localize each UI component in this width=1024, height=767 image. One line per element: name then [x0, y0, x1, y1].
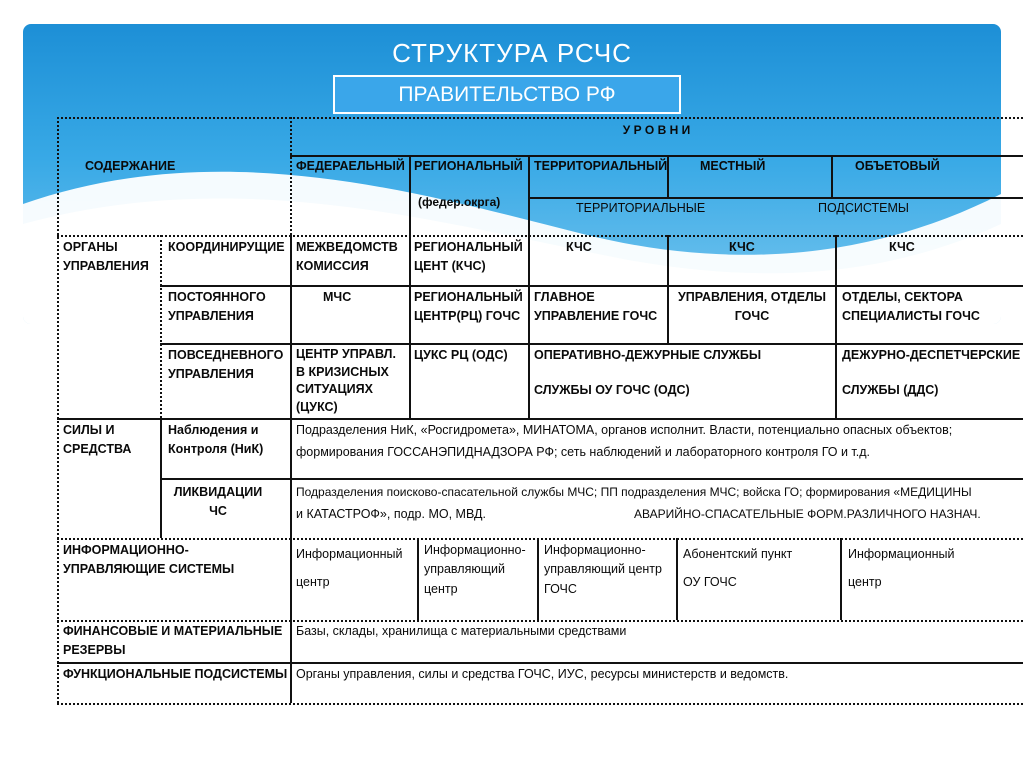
coord-local: КЧС: [729, 240, 755, 254]
info-c5: Информационный центр: [848, 547, 955, 589]
daily-regional: ЦУКС РЦ (ОДС): [414, 348, 508, 362]
info-c2: Информационно-управляющий центр: [424, 543, 526, 596]
finance-label: ФИНАНСОВЫЕ И МАТЕРИАЛЬНЫЕ РЕЗЕРВЫ: [63, 624, 283, 658]
perm-federal: МЧС: [323, 290, 352, 304]
daily-territorial-a: ОПЕРАТИВНО-ДЕЖУРНЫЕ СЛУЖБЫ: [534, 348, 762, 362]
daily-object-b: СЛУЖБЫ (ДДС): [842, 383, 939, 397]
daily-object-a: ДЕЖУРНО-ДЕСПЕТЧЕРСКИЕ: [842, 348, 1021, 362]
level-regional-note: (федер.окрга): [418, 195, 501, 209]
coord-object: КЧС: [889, 240, 915, 254]
info-c1: Информационный центр: [296, 547, 403, 589]
perm-object: ОТДЕЛЫ, СЕКТОРА СПЕЦИАЛИСТЫ ГОЧС: [842, 290, 980, 324]
daily-label: ПОВСЕДНЕВНОГО УПРАВЛЕНИЯ: [168, 348, 284, 382]
finance-text: Базы, склады, хранилища с материальными средствами: [296, 624, 627, 638]
level-object: ОБЪЕТОВЫЙ: [855, 159, 940, 173]
level-federal: ФЕДЕРАЕЛЬНЫЙ: [296, 159, 405, 173]
perm-label: ПОСТОЯННОГО УПРАВЛЕНИЯ: [168, 290, 266, 324]
coord-territorial: КЧС: [566, 240, 592, 254]
content-label: СОДЕРЖАНИЕ: [85, 159, 176, 173]
perm-regional: РЕГИОНАЛЬНЫЙ ЦЕНТР(РЦ) ГОЧС: [414, 290, 523, 324]
perm-territorial: ГЛАВНОЕ УПРАВЛЕНИЕ ГОЧС: [534, 290, 658, 324]
liq-text-2: и КАТАСТРОФ», подр. МО, МВД.: [296, 507, 486, 521]
daily-federal: ЦЕНТР УПРАВЛ. В КРИЗИСНЫХ СИТУАЦИЯХ (ЦУКС): [296, 347, 396, 414]
liq-text-3: АВАРИЙНО-СПАСАТЕЛЬНЫЕ ФОРМ.РАЗЛИЧНОГО НАЗНАЧ.: [634, 507, 981, 521]
obs-text-1: Подразделения НиК, «Росгидромета», МИНАТОМА, органов исполнит. Власти, потенциально опасных объектов;: [296, 423, 953, 437]
level-regional: РЕГИОНАЛЬНЫЙ: [414, 159, 523, 173]
liq-text-1: Подразделения поисково-спасательной службы МЧС; ПП подразделения МЧС; войска ГО; формирования «МЕДИЦИНЫ: [296, 485, 972, 499]
subsystems-b: ПОДСИСТЕМЫ: [818, 201, 909, 215]
coord-label: КООРДИНИРУЩИЕ: [168, 240, 285, 254]
levels-header: У Р О В Н И: [622, 123, 691, 137]
forces-label: СИЛЫ И СРЕДСТВА: [63, 423, 132, 457]
level-territorial: ТЕРРИТОРИАЛЬНЫЙ: [534, 159, 668, 173]
slide-title: СТРУКТУРА РСЧС: [392, 38, 632, 68]
obs-text-2: формирования ГОССАНЭПИДНАДЗОРА РФ; сеть наблюдений и лабораторного контроля ГО и т.д.: [296, 445, 871, 459]
perm-local: УПРАВЛЕНИЯ, ОТДЕЛЫ ГОЧС: [677, 290, 827, 324]
functional-label: ФУНКЦИОНАЛЬНЫЕ ПОДСИСТЕМЫ: [63, 667, 288, 681]
obs-label: Наблюдения и Контроля (НиК): [168, 423, 264, 457]
coord-regional: РЕГИОНАЛЬНЫЙ ЦЕНТ (КЧС): [414, 240, 523, 274]
functional-text: Органы управления, силы и средства ГОЧС, ИУС, ресурсы министерств и ведомств.: [296, 667, 789, 681]
subsystems-a: ТЕРРИТОРИАЛЬНЫЕ: [576, 201, 706, 215]
info-label: ИНФОРМАЦИОННО-УПРАВЛЯЮЩИЕ СИСТЕМЫ: [63, 543, 235, 577]
info-c3: Информационно-управляющий центр ГОЧС: [544, 543, 662, 596]
liq-label: ЛИКВИДАЦИИ ЧС: [173, 485, 263, 519]
government-box: ПРАВИТЕЛЬСТВО РФ: [333, 75, 681, 114]
coord-federal: МЕЖВЕДОМСТВ КОМИССИЯ: [296, 240, 398, 274]
organs-label: ОРГАНЫ УПРАВЛЕНИЯ: [63, 240, 149, 274]
daily-territorial-b: СЛУЖБЫ ОУ ГОЧС (ОДС): [534, 383, 690, 397]
level-local: МЕСТНЫЙ: [700, 159, 766, 173]
info-c4: Абонентский пункт ОУ ГОЧС: [683, 547, 793, 589]
